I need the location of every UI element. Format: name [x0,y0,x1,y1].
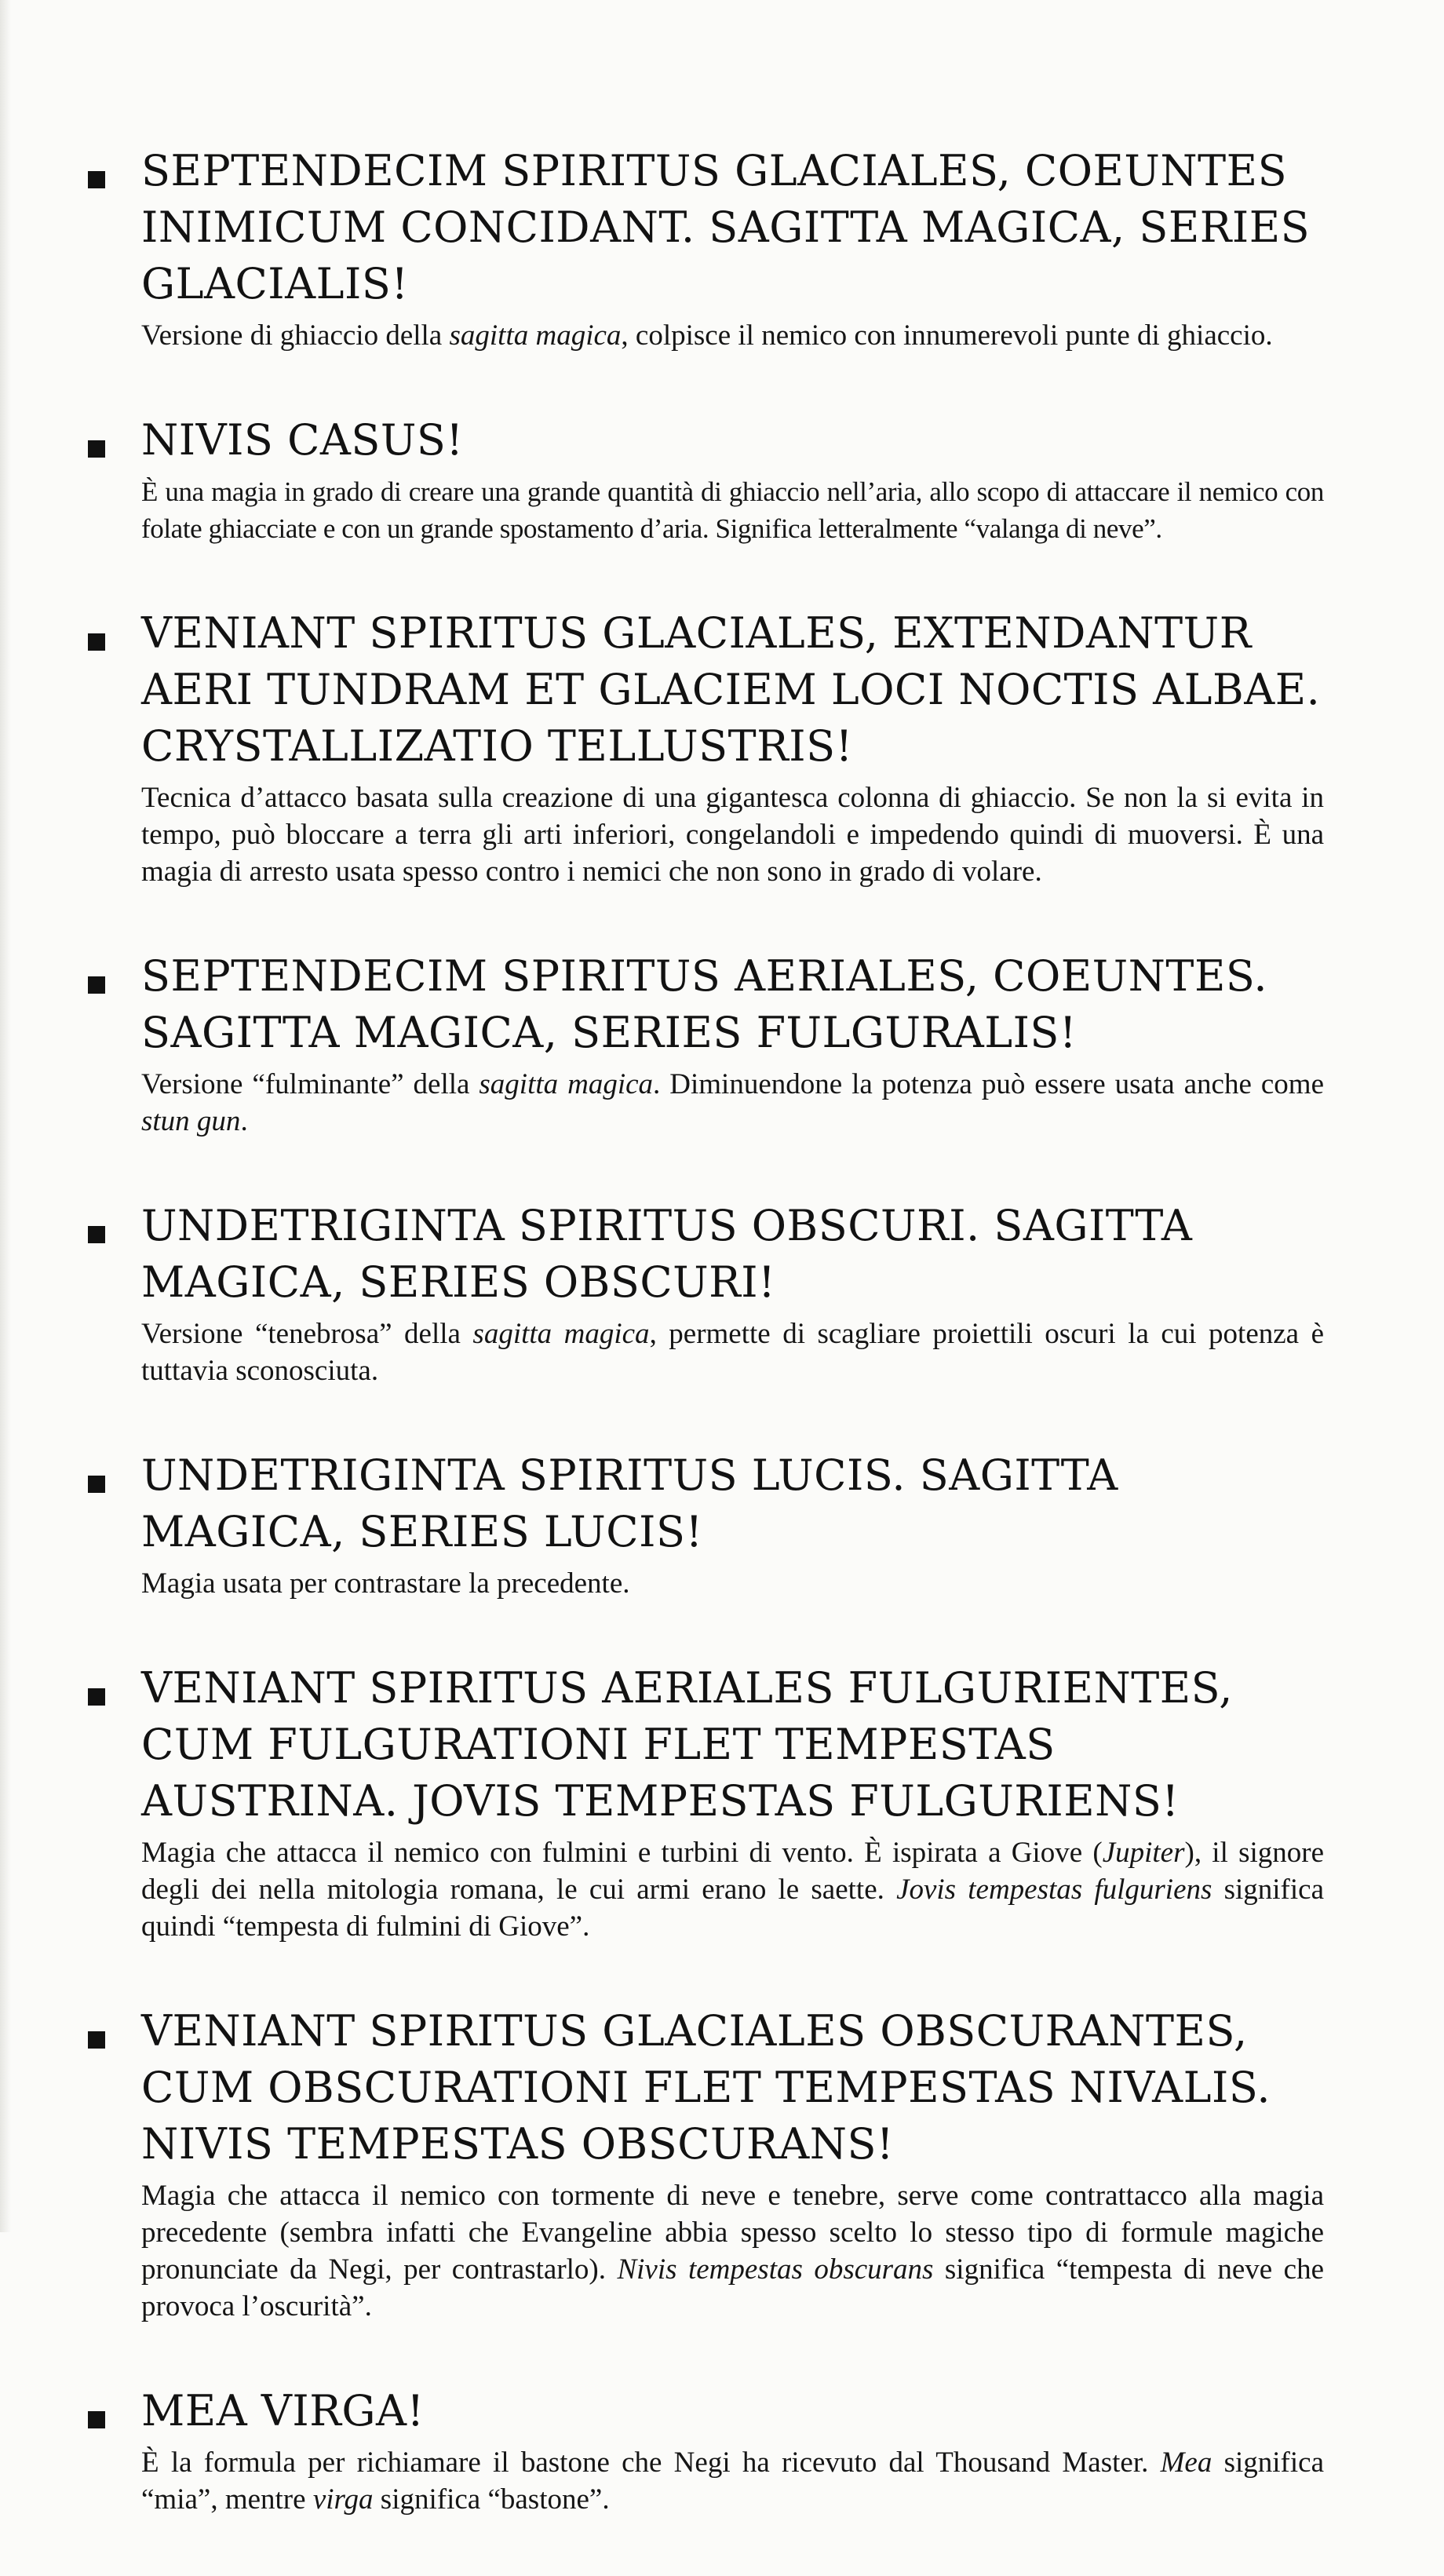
bullet-square-icon [88,1688,105,1706]
spell-incantation: VENIANT SPIRITUS GLACIALES, EXTENDANTUR AERI TUNDRAM ET GLACIEM LOCI NOCTIS ALBAE. CRYSTALLIZATIO TELLUSTRIS! [141,608,1321,771]
spell-entry [88,143,1324,354]
spell-entry [88,605,1324,890]
spell-description: Versione “tenebrosa” della sagitta magica, permette di scagliare proiettili oscuri la cui potenza è tuttavia sconosciuta. [141,1318,1324,1387]
spell-incantation: UNDETRIGINTA SPIRITUS LUCIS. SAGITTA MAGICA, SERIES LUCIS! [141,1450,1118,1556]
spell-incantation: MEA VIRGA! [141,2386,425,2436]
spell-glossary [88,143,1324,2576]
bullet-square-icon [88,633,105,651]
bullet-square-icon [88,1226,105,1243]
spell-entry [88,1660,1324,1945]
spell-entry [88,412,1324,547]
spell-incantation: SEPTENDECIM SPIRITUS GLACIALES, COEUNTES INIMICUM CONCIDANT. SAGITTA MAGICA, SERIES GLACIALIS! [141,146,1311,308]
spell-incantation: UNDETRIGINTA SPIRITUS OBSCURI. SAGITTA MAGICA, SERIES OBSCURI! [141,1201,1193,1307]
spell-incantation: SEPTENDECIM SPIRITUS AERIALES, COEUNTES. SAGITTA MAGICA, SERIES FULGURALIS! [141,951,1268,1057]
spell-incantation: NIVIS CASUS! [141,415,464,465]
spell-description: Magia che attacca il nemico con fulmini e turbini di vento. È ispirata a Giove (Jupiter), il signore degli dei nella mitologia romana, le cui armi erano le saette. Jovis tempestas fulguriens significa quindi “tempesta di fulmini di Giove”. [141,1837,1324,1943]
spell-description: Magia usata per contrastare la precedente. [141,1567,630,1600]
spell-incantation: VENIANT SPIRITUS GLACIALES OBSCURANTES, CUM OBSCURATIONI FLET TEMPESTAS NIVALIS. NIVIS TEMPESTAS OBSCURANS! [141,2006,1271,2169]
spell-description: Tecnica d’attacco basata sulla creazione di una gigantesca colonna di ghiaccio. Se non la si evita in tempo, può bloccare a terra gli arti inferiori, congelandoli e impedendo quindi di muoversi. È una magia di arresto usata spesso contro i nemici che non sono in grado di volare. [141,782,1324,888]
spell-description: Magia che attacca il nemico con tormente di neve e tenebre, serve come contrattacco alla magia precedente (sembra infatti che Evangeline abbia spesso scelto lo stesso tipo di formule magiche pronunciate da Negi, per contrastarlo). Nivis tempestas obscurans significa “tempesta di neve che provoca l’oscurità”. [141,2180,1324,2322]
bullet-square-icon [88,440,105,458]
spell-description: Versione “fulminante” della sagitta magica. Diminuendone la potenza può essere usata anche come stun gun. [141,1068,1324,1137]
bullet-square-icon [88,2411,105,2428]
bullet-square-icon [88,171,105,188]
page-edge [0,0,11,2232]
bullet-square-icon [88,2031,105,2049]
bullet-square-icon [88,1476,105,1493]
spell-description: È una magia in grado di creare una grande quantità di ghiaccio nell’aria, allo scopo di attaccare il nemico con folate ghiacciate e con un grande spostamento d’aria. Significa letteralmente “valanga di neve”. [141,476,1324,544]
spell-description: Versione di ghiaccio della sagitta magica, colpisce il nemico con innumerevoli punte di ghiaccio. [141,319,1273,352]
spell-entry [88,1447,1324,1602]
spell-incantation: VENIANT SPIRITUS AERIALES FULGURIENTES, CUM FULGURATIONI FLET TEMPESTAS AUSTRINA. JOVIS TEMPESTAS FULGURIENS! [141,1663,1233,1826]
spell-entry [88,2003,1324,2325]
spell-entry [88,948,1324,1140]
spell-entry [88,2383,1324,2518]
spell-entry [88,1198,1324,1389]
bullet-square-icon [88,976,105,994]
spell-description: È la formula per richiamare il bastone che Negi ha ricevuto dal Thousand Master. Mea significa “mia”, mentre virga significa “bastone”. [141,2446,1325,2516]
